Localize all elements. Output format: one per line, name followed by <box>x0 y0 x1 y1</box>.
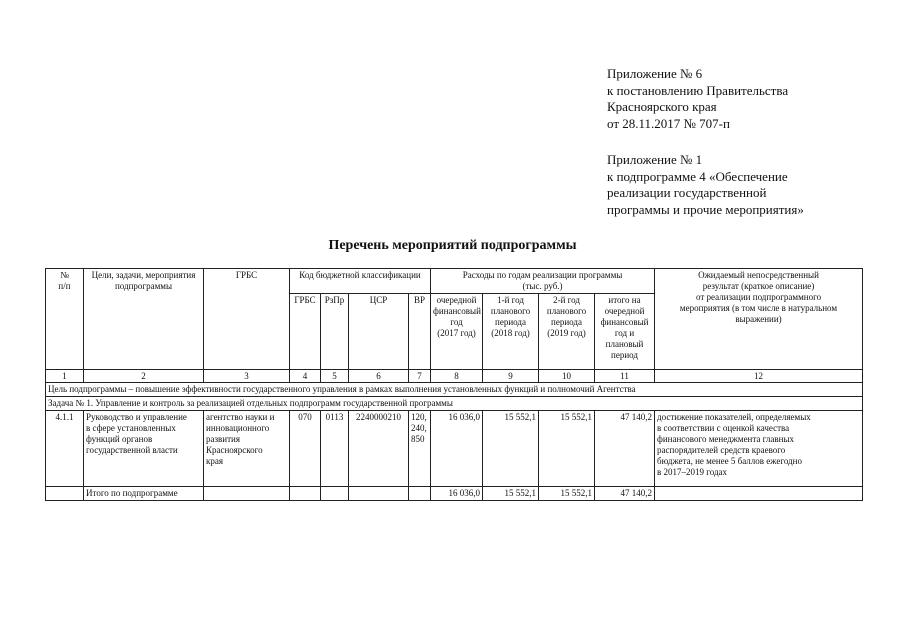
total-row <box>46 487 863 501</box>
header-text: плановый <box>605 339 644 349</box>
header-text: планового <box>490 306 531 316</box>
total-empty <box>46 487 84 501</box>
total-label: Итого по подпрограмме <box>84 487 204 501</box>
goal-row <box>46 383 863 397</box>
header-text: результат (краткое описание) <box>702 281 815 291</box>
vr-line: 850 <box>411 434 425 444</box>
item-total: 47 140,2 <box>595 411 655 487</box>
task-text: Задача № 1. Управление и контроль за реализацией отдельных подпрограмм государственной программы <box>46 397 863 411</box>
header-expenses <box>431 269 655 294</box>
column-number: 9 <box>483 370 539 383</box>
header-text: подпрограммы <box>114 281 173 291</box>
header-text: год и <box>614 328 635 338</box>
item-2019: 15 552,1 <box>539 411 595 487</box>
grbs-name-line: Красноярского <box>206 445 263 455</box>
item-name-line: Руководство и управление <box>86 412 187 422</box>
header-code-grbs: ГРБС <box>290 294 321 370</box>
header-year-2018 <box>483 294 539 370</box>
task-row <box>46 397 863 411</box>
vr-line: 120, <box>411 412 427 422</box>
grbs-name-line: инновационного <box>206 423 270 433</box>
header-num <box>46 269 84 370</box>
header-text: (2017 год) <box>437 328 476 338</box>
header-text: год <box>450 317 463 327</box>
total-empty <box>321 487 349 501</box>
header-text: очередной <box>604 306 645 316</box>
column-number: 7 <box>409 370 431 383</box>
total-sum: 47 140,2 <box>595 487 655 501</box>
column-number-row <box>46 370 863 383</box>
header-text: выражении) <box>735 314 782 324</box>
appendix-line: реализации государственной <box>607 185 767 200</box>
column-number: 6 <box>349 370 409 383</box>
goal-text: Цель подпрограммы – повышение эффективности государственного управления в рамках выполнения установленных функций и полномочий Агентства <box>46 383 863 397</box>
header-text: периода <box>495 317 526 327</box>
header-code-vr: ВР <box>409 294 431 370</box>
item-name <box>84 411 204 487</box>
header-year-2017 <box>431 294 483 370</box>
header-text: финансовый <box>433 306 481 316</box>
header-text: Цели, задачи, мероприятия <box>91 270 196 280</box>
column-number: 1 <box>46 370 84 383</box>
total-empty <box>655 487 863 501</box>
result-line: в соответствии с оценкой качества <box>657 423 790 433</box>
result-line: распорядителей средств краевого <box>657 445 786 455</box>
total-empty <box>409 487 431 501</box>
header-text: от реализации подпрограммного <box>695 292 822 302</box>
header-code-csr: ЦСР <box>349 294 409 370</box>
appendix-line: Приложение № 1 <box>607 152 703 167</box>
total-empty <box>349 487 409 501</box>
column-number: 4 <box>290 370 321 383</box>
header-text: (2019 год) <box>547 328 586 338</box>
item-2017: 16 036,0 <box>431 411 483 487</box>
column-number: 10 <box>539 370 595 383</box>
result-line: в 2017–2019 годах <box>657 467 728 477</box>
header-grbs: ГРБС <box>204 269 290 370</box>
total-empty <box>290 487 321 501</box>
vr-line: 240, <box>411 423 427 433</box>
header-text: (2018 год) <box>491 328 530 338</box>
result-line: бюджета, не менее 5 баллов ежегодно <box>657 456 802 466</box>
column-number: 5 <box>321 370 349 383</box>
header-text: планового <box>546 306 587 316</box>
header-text: финансовый <box>600 317 649 327</box>
appendix-line: к постановлению Правительства <box>607 82 789 98</box>
header-code-rzpr: РзПр <box>321 294 349 370</box>
result-line: финансового менеджмента главных <box>657 434 794 444</box>
total-empty <box>204 487 290 501</box>
header-text: мероприятия (в том числе в натуральном <box>679 303 838 313</box>
item-name-line: в сфере установленных <box>86 423 176 433</box>
total-2019: 15 552,1 <box>539 487 595 501</box>
item-grbs-name <box>204 411 290 487</box>
column-number: 8 <box>431 370 483 383</box>
header-text: п/п <box>58 281 71 291</box>
result-line: достижение показателей, определяемых <box>657 412 811 422</box>
header-year-2019 <box>539 294 595 370</box>
appendix-line: Красноярского края <box>607 99 717 114</box>
total-2017: 16 036,0 <box>431 487 483 501</box>
header-text: итого на <box>608 295 641 305</box>
item-rzpr: 0113 <box>321 411 349 487</box>
item-grbs-code: 070 <box>290 411 321 487</box>
grbs-name-line: агентство науки и <box>206 412 275 422</box>
appendix-line: к подпрограмме 4 «Обеспечение <box>607 168 788 184</box>
column-number: 12 <box>655 370 863 383</box>
header-text: период <box>611 350 638 360</box>
header-text: 1-й год <box>497 295 524 305</box>
header-text: Ожидаемый непосредственный <box>698 270 819 280</box>
column-number: 11 <box>595 370 655 383</box>
column-number: 2 <box>84 370 204 383</box>
item-name-line: государственной власти <box>86 445 178 455</box>
header-text: 2-й год <box>553 295 580 305</box>
item-csr: 2240000210 <box>349 411 409 487</box>
column-number: 3 <box>204 370 290 383</box>
measures-table <box>45 268 863 501</box>
header-goals <box>84 269 204 370</box>
appendix-line: программы и прочие мероприятия» <box>607 201 804 217</box>
item-vr <box>409 411 431 487</box>
appendix-line: Приложение № 6 <box>607 66 703 81</box>
grbs-name-line: развития <box>206 434 241 444</box>
header-budget-code: Код бюджетной классификации <box>290 269 431 294</box>
header-total <box>595 294 655 370</box>
appendix-line: от 28.11.2017 № 707-п <box>607 115 730 131</box>
grbs-name-line: края <box>206 456 224 466</box>
header-text: очередной <box>436 295 477 305</box>
item-2018: 15 552,1 <box>483 411 539 487</box>
header-text: № <box>60 270 69 280</box>
header-text: Расходы по годам реализации программы <box>462 270 623 280</box>
header-result <box>655 269 863 370</box>
appendix-1-block <box>607 152 804 218</box>
header-text: (тыс. руб.) <box>522 281 563 291</box>
item-number: 4.1.1 <box>46 411 84 487</box>
table-row <box>46 411 863 487</box>
page-title: Перечень мероприятий подпрограммы <box>328 238 577 253</box>
header-text: периода <box>551 317 582 327</box>
appendix-6-block <box>607 66 788 132</box>
item-result <box>655 411 863 487</box>
total-2018: 15 552,1 <box>483 487 539 501</box>
item-name-line: функций органов <box>86 434 153 444</box>
header-row-1 <box>46 269 863 294</box>
